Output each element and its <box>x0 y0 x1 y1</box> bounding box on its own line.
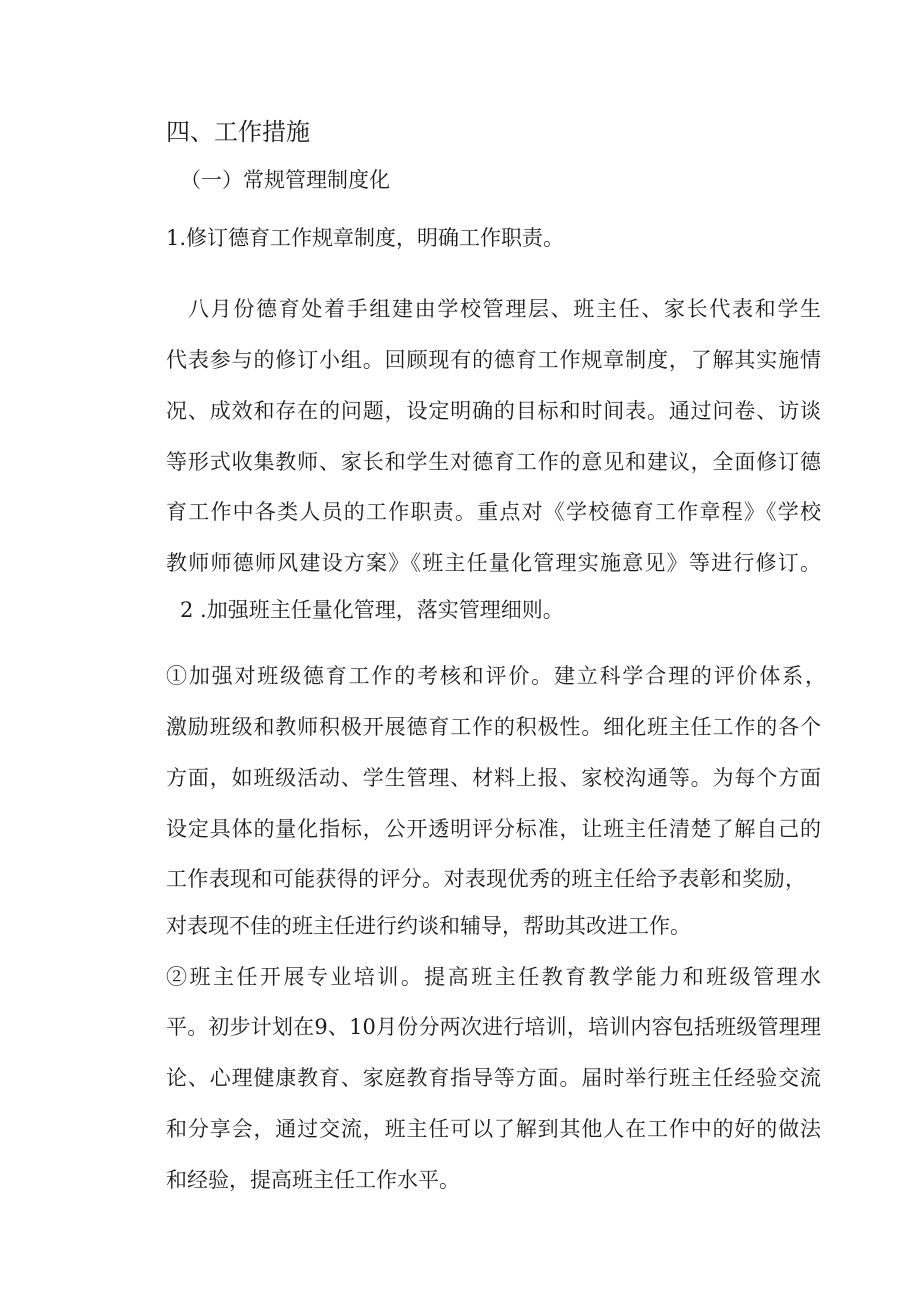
paragraph-2-line: ①加强对班级德育工作的考核和评价。建立科学合理的评价体系， <box>166 664 826 688</box>
paragraph-1-line: 教师师德师风建设方案》《班主任量化管理实施意见》等进行修订。 <box>166 551 821 575</box>
paragraph-3-line: 和经验，提高班主任工作水平。 <box>166 1168 460 1192</box>
paragraph-1-line: 八月份德育处着手组建由学校管理层、班主任、家长代表和学生 <box>188 297 821 321</box>
paragraph-3-line: 论、心理健康教育、家庭教育指导等方面。届时举行班主任经验交流 <box>166 1066 821 1090</box>
paragraph-1-line: 育工作中各类人员的工作职责。重点对《学校德育工作章程》《学校 <box>166 500 821 524</box>
paragraph-2-line: 方面，如班级活动、学生管理、材料上报、家校沟通等。为每个方面 <box>166 766 821 790</box>
paragraph-3-line: 和分享会，通过交流，班主任可以了解到其他人在工作中的好的做法 <box>166 1117 821 1141</box>
paragraph-2-line: 对表现不佳的班主任进行约谈和辅导，帮助其改进工作。 <box>166 914 691 938</box>
item-2-title: 2 .加强班主任量化管理，落实管理细则。 <box>180 598 564 622</box>
paragraph-1-line: 代表参与的修订小组。回顾现有的德育工作规章制度，了解其实施情 <box>166 348 821 372</box>
paragraph-3-line: ②班主任开展专业培训。提高班主任教育教学能力和班级管理水 <box>166 965 821 989</box>
paragraph-1-line: 况、成效和存在的问题，设定明确的目标和时间表。通过问卷、访谈 <box>166 399 821 423</box>
paragraph-2-line: 工作表现和可能获得的评分。对表现优秀的班主任给予表彰和奖励， <box>166 867 806 891</box>
paragraph-2-line: 设定具体的量化指标，公开透明评分标准，让班主任清楚了解自己的 <box>166 817 821 841</box>
section-heading: 四、工作措施 <box>166 118 310 146</box>
subsection-heading: （一）常规管理制度化 <box>180 168 390 192</box>
paragraph-3-line: 平。初步计划在9、10月份分两次进行培训，培训内容包括班级管理理 <box>166 1015 821 1039</box>
item-1-title: 1.修订德育工作规章制度，明确工作职责。 <box>166 226 565 250</box>
paragraph-2-line: 激励班级和教师积极开展德育工作的积极性。细化班主任工作的各个 <box>166 715 821 739</box>
paragraph-1-line: 等形式收集教师、家长和学生对德育工作的意见和建议，全面修订德 <box>166 450 821 474</box>
